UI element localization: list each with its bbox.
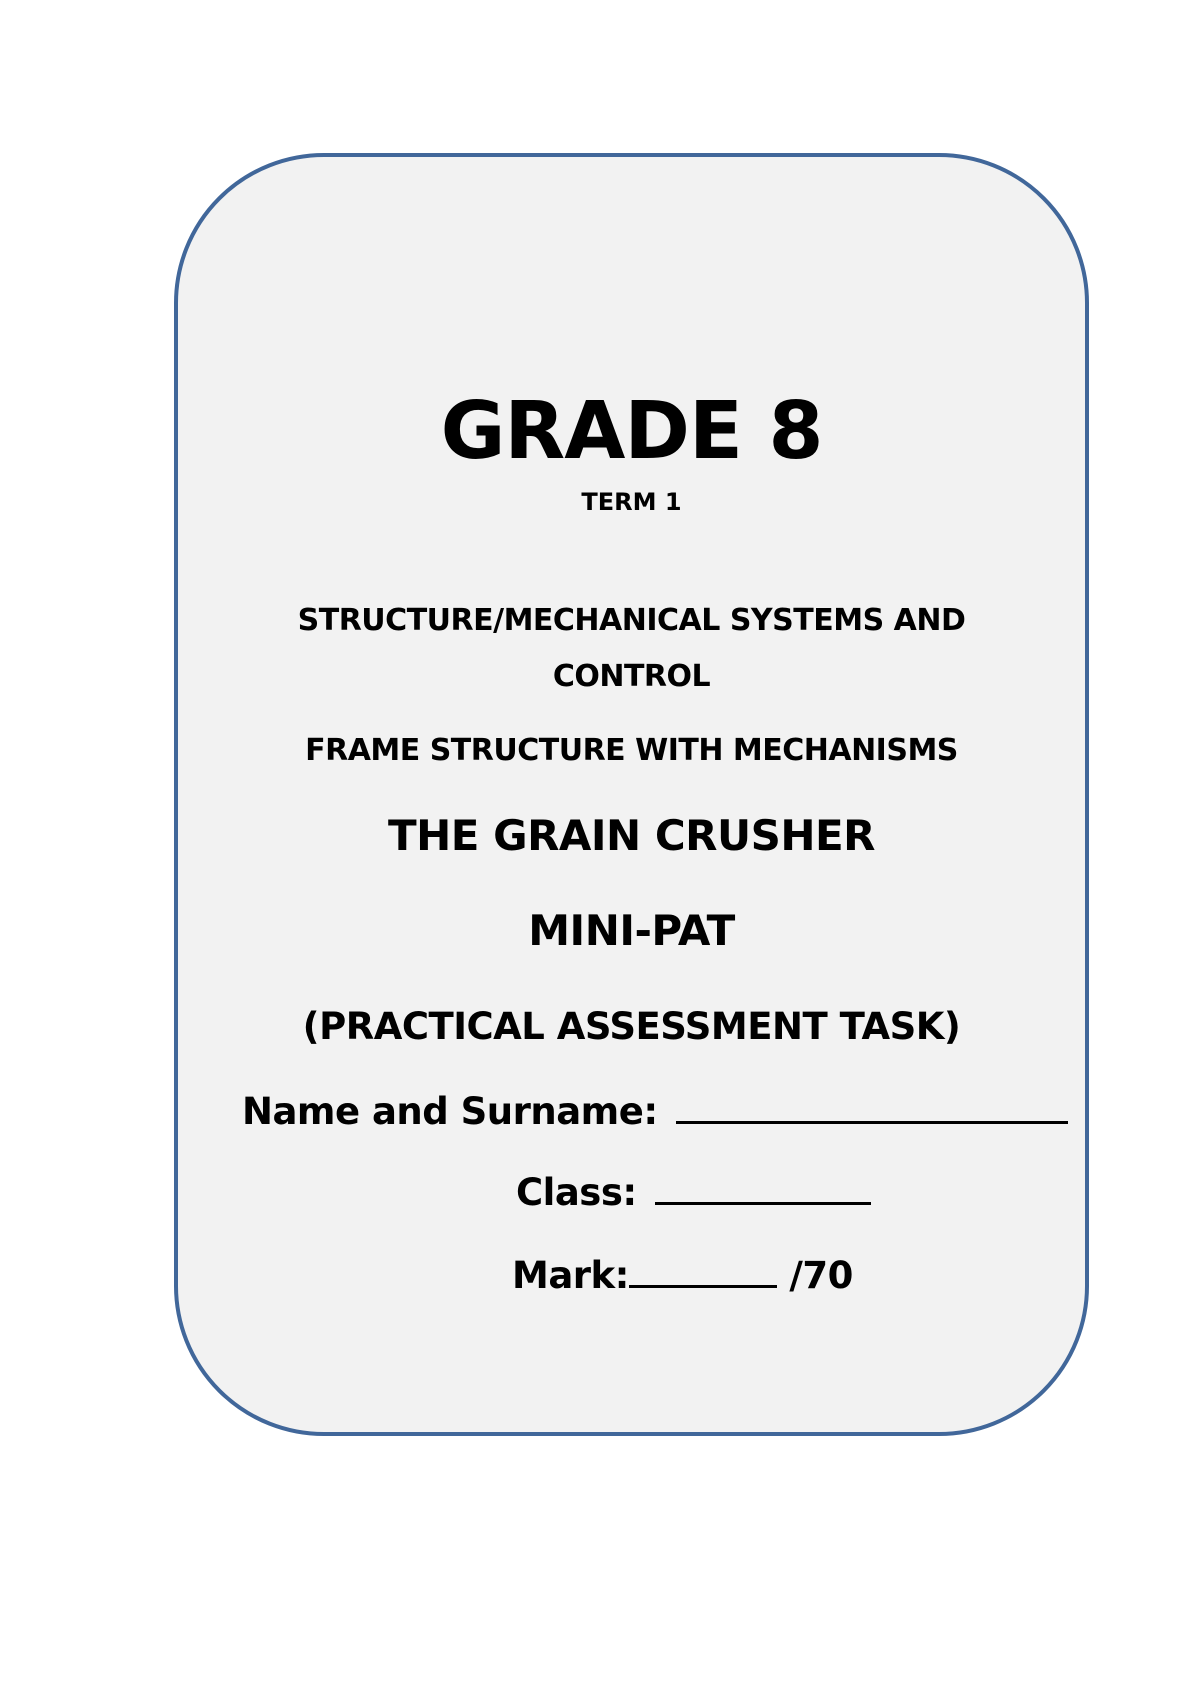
mark-label: Mark: <box>512 1254 629 1297</box>
mark-blank[interactable] <box>629 1255 777 1288</box>
project-title: THE GRAIN CRUSHER <box>387 811 876 860</box>
frame-structure-title: FRAME STRUCTURE WITH MECHANISMS <box>305 733 958 768</box>
mark-field <box>512 1253 853 1299</box>
name-surname-label: Name and Surname: <box>242 1090 658 1133</box>
name-surname-field <box>242 1089 1068 1135</box>
class-blank[interactable] <box>655 1172 871 1205</box>
name-surname-blank[interactable] <box>676 1091 1068 1124</box>
task-type: MINI-PAT <box>528 906 735 955</box>
term-label: TERM 1 <box>581 488 682 516</box>
cover-panel <box>174 153 1089 1436</box>
task-full-name: (PRACTICAL ASSESSMENT TASK) <box>302 1005 961 1048</box>
mark-total: /70 <box>789 1254 853 1297</box>
grade-heading: GRADE 8 <box>440 385 823 477</box>
class-label: Class: <box>516 1171 637 1214</box>
subject-title: STRUCTURE/MECHANICAL SYSTEMS AND CONTROL <box>297 603 966 694</box>
class-field <box>516 1170 871 1216</box>
